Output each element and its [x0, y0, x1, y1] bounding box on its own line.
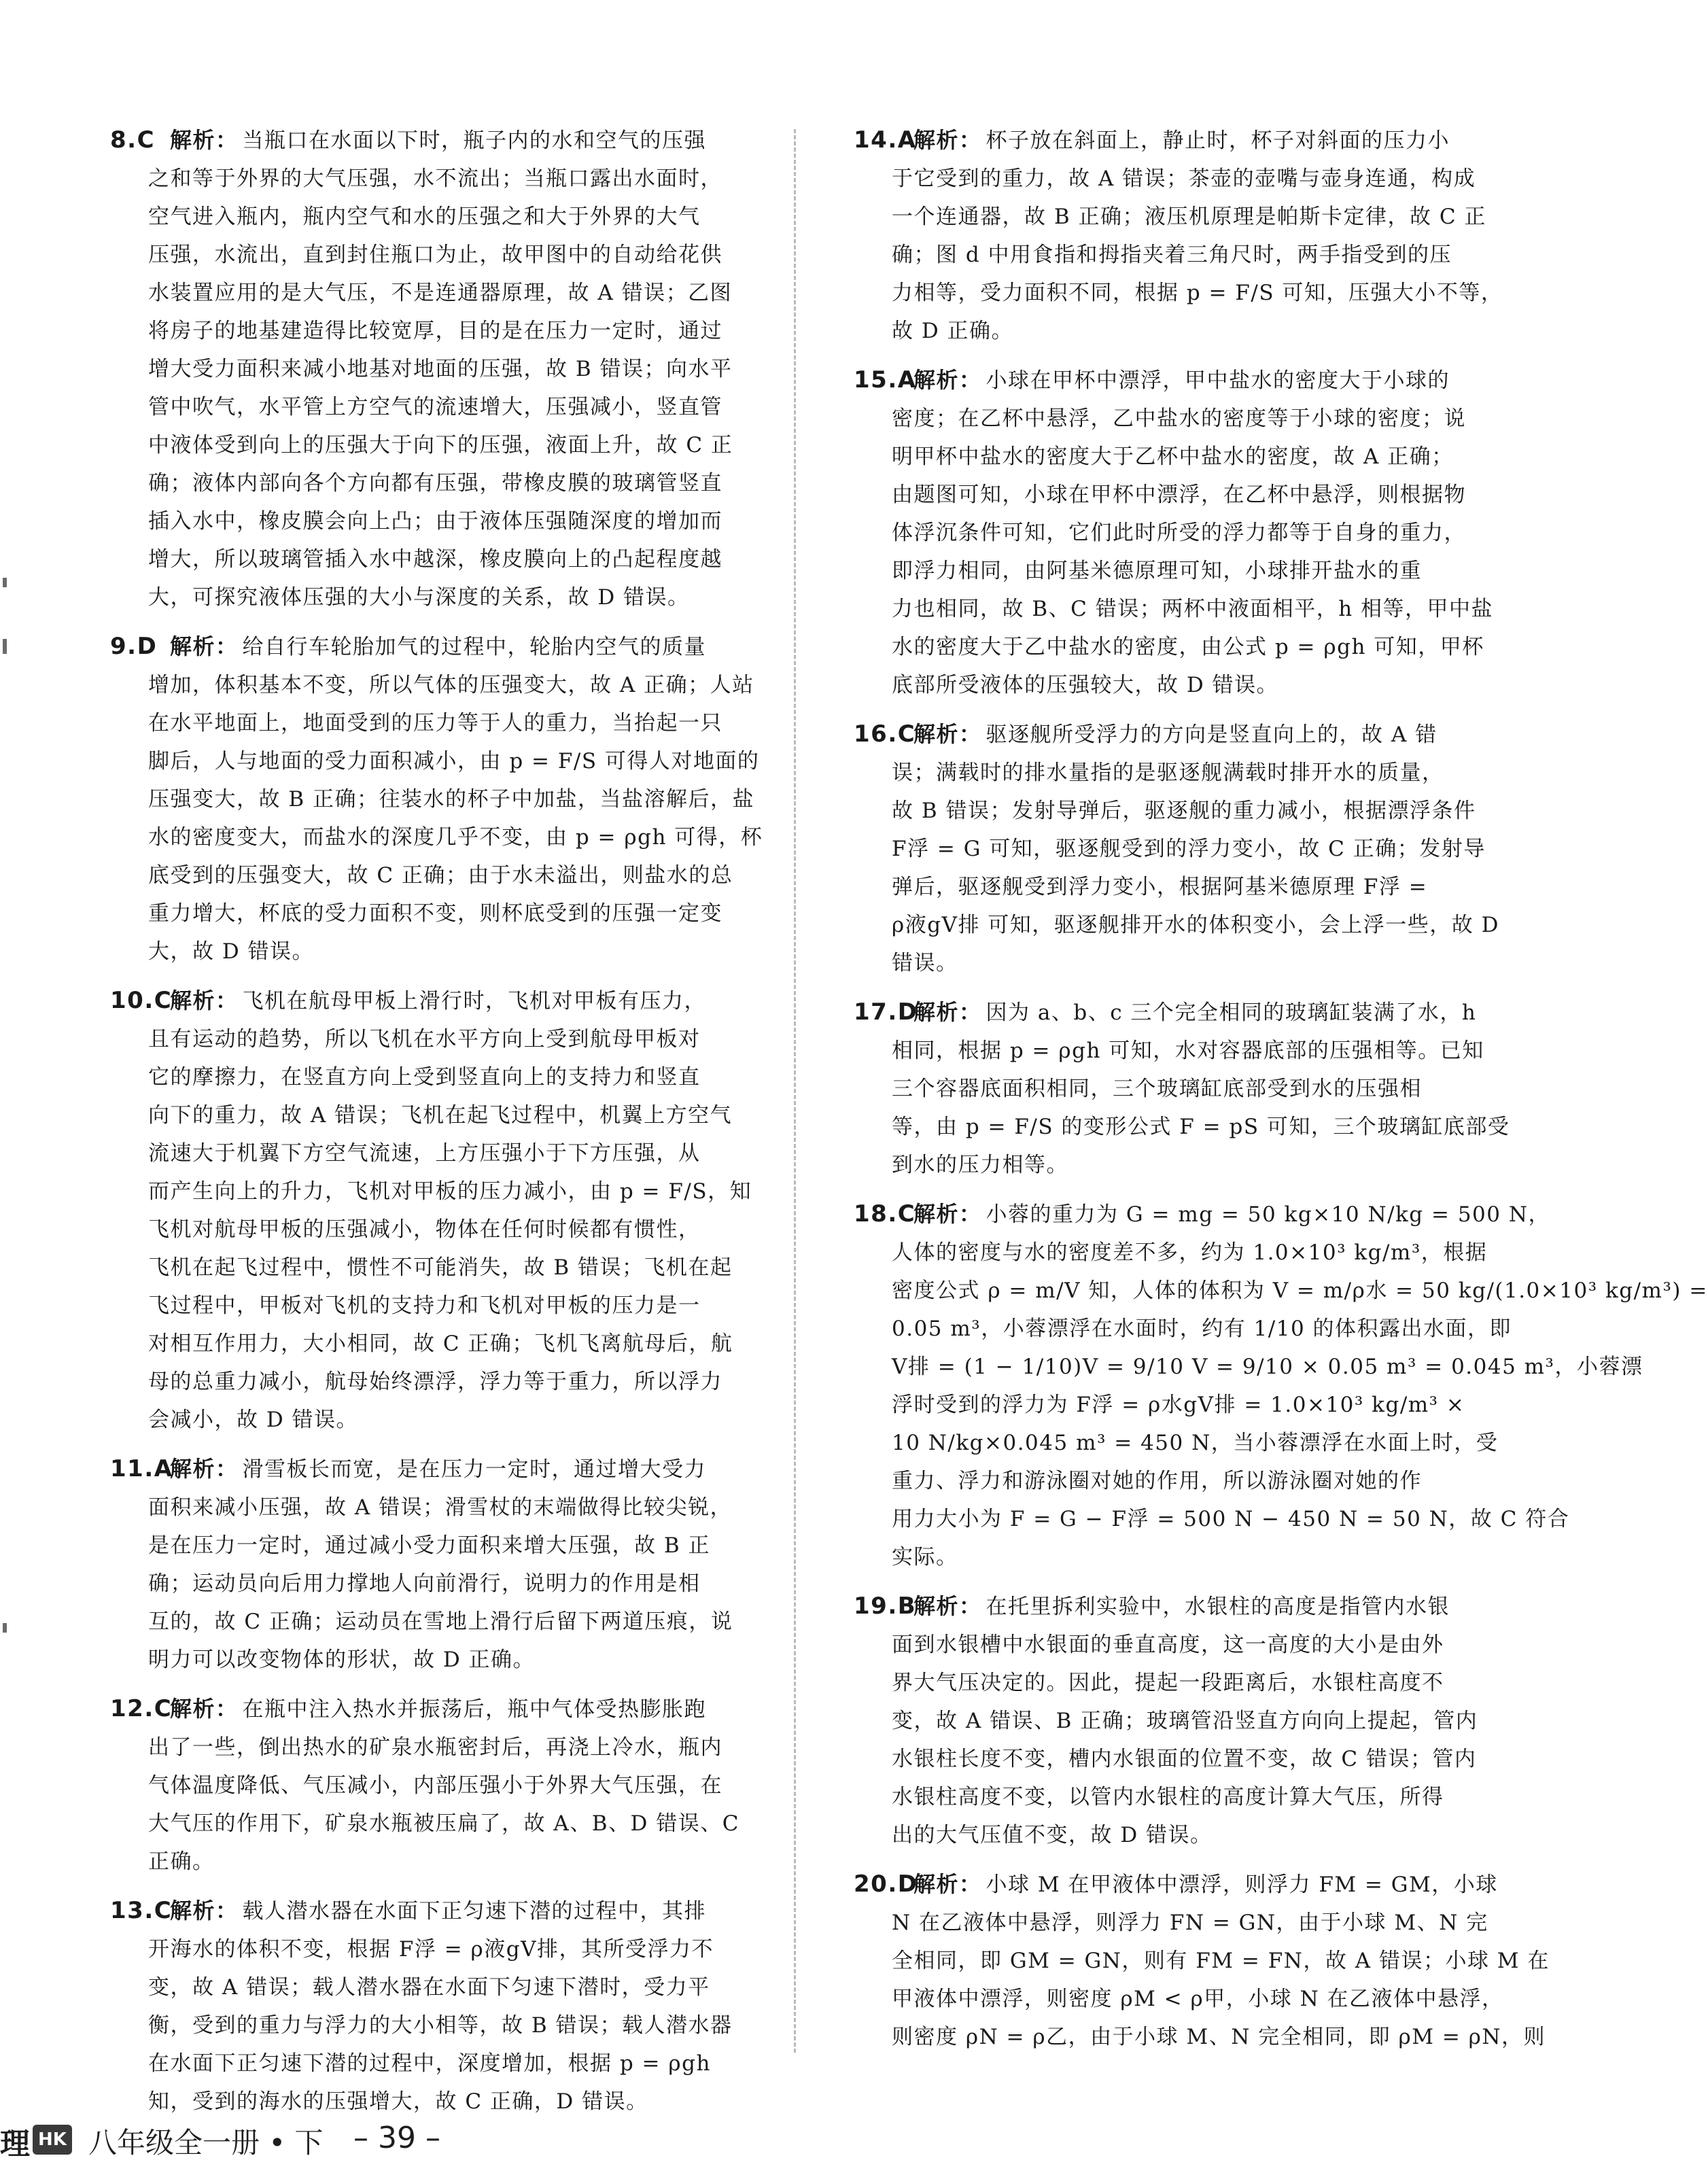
answer-text: 会减小，故 D 错误。 — [148, 1408, 359, 1432]
answer-text: 重力、浮力和游泳圈对她的作用，所以游泳圈对她的作 — [892, 1469, 1422, 1493]
answer-item — [110, 1690, 773, 1881]
answer-line — [854, 121, 1516, 160]
answer-text: F浮 = G 可知，驱逐舰受到的浮力变小，故 C 正确；发射导 — [892, 837, 1486, 861]
answer-text: 滑雪板长而宽，是在压力一定时，通过增大受力 — [242, 1457, 707, 1482]
answer-line — [854, 1626, 1516, 1664]
answer-text: 密度公式 ρ = m/V 知，人体的体积为 V = m/ρ水 = 50 kg/(1.0×10³ kg/m³) = — [892, 1278, 1708, 1303]
answer-line — [110, 1096, 773, 1134]
answer-line — [110, 464, 773, 502]
answer-text: 底部所受液体的压强较大，故 D 错误。 — [892, 673, 1279, 697]
answer-text: 驱逐舰所受浮力的方向是竖直向上的，故 A 错 — [986, 723, 1437, 747]
edition-badge: HK — [33, 2125, 72, 2155]
answer-line — [854, 1195, 1550, 1234]
question-number: 19.B — [854, 1593, 917, 1620]
answer-line — [110, 1211, 773, 1249]
answer-item — [854, 121, 1516, 350]
answer-line — [110, 1565, 773, 1603]
answer-text: 在水平地面上，地面受到的压力等于人的重力，当抬起一只 — [148, 711, 722, 735]
answer-item — [854, 1865, 1550, 2056]
answer-line — [854, 2018, 1546, 2056]
answer-line — [854, 160, 1516, 198]
answer-text: 飞机对航母甲板的压强减小，物体在任何时候都有惯性， — [148, 1217, 701, 1242]
question-number: 10.C — [110, 987, 173, 1014]
answer-line — [110, 894, 773, 933]
answer-text: 将房子的地基建造得比较宽厚，目的是在压力一定时，通过 — [148, 319, 722, 343]
answer-text: 压强，水流出，直到封住瓶口为止，故甲图中的自动给花供 — [148, 243, 722, 267]
answer-line — [854, 993, 1516, 1032]
right-column — [854, 121, 1708, 2067]
answer-text: 确；图 d 中用食指和拇指夹着三角尺时，两手指受到的压 — [892, 243, 1452, 267]
answer-text: 出的大气压值不变，故 D 错误。 — [892, 1823, 1213, 1847]
answer-text: 正确。 — [148, 1849, 215, 1874]
answer-text: 载人潜水器在水面下正匀速下潜的过程中，其排 — [242, 1899, 707, 1924]
answer-item — [110, 1450, 773, 1679]
answer-line — [110, 350, 773, 388]
answer-text: 面积来减小压强，故 A 错误；滑雪杖的末端做得比较尖锐， — [148, 1495, 733, 1520]
analysis-label: 解析： — [170, 1696, 239, 1722]
analysis-label: 解析： — [913, 127, 982, 153]
answer-text: 确；运动员向后用力撑地人向前滑行，说明力的作用是相 — [148, 1571, 701, 1596]
answer-text: 明甲杯中盐水的密度大于乙杯中盐水的密度，故 A 正确； — [892, 445, 1454, 469]
answer-line — [110, 1325, 773, 1363]
answer-text: 出了一些，倒出热水的矿泉水瓶密封后，再浇上冷水，瓶内 — [148, 1735, 722, 1760]
answer-line — [854, 628, 1516, 666]
answer-line — [110, 502, 773, 540]
answer-text: 知，受到的海水的压强增大，故 C 正确，D 错误。 — [148, 2089, 648, 2114]
answer-text: 气体温度降低、气压减小，内部压强小于外界大气压强，在 — [148, 1773, 722, 1798]
answer-line — [110, 160, 773, 198]
answer-line — [110, 312, 773, 350]
answer-line — [110, 1058, 773, 1096]
answer-text: 是在压力一定时，通过减小受力面积来增大压强，故 B 正 — [148, 1533, 710, 1558]
answer-line — [110, 1020, 773, 1058]
answer-line — [110, 1249, 773, 1287]
answer-text: 体浮沉条件可知，它们此时所受的浮力都等于自身的重力， — [892, 521, 1466, 545]
answer-line — [854, 198, 1516, 236]
answer-text: 互的，故 C 正确；运动员在雪地上滑行后留下两道压痕，说 — [148, 1610, 733, 1634]
answer-text: 当瓶口在水面以下时，瓶子内的水和空气的压强 — [242, 128, 707, 153]
answer-item — [854, 1195, 1708, 1576]
answer-text: 一个连通器，故 B 正确；液压机原理是帕斯卡定律，故 C 正 — [892, 205, 1486, 229]
scan-mark — [3, 639, 7, 654]
answer-line — [854, 1865, 1516, 1904]
answer-line — [110, 1172, 773, 1211]
answer-text: 10 N/kg×0.045 m³ = 450 N，当小蓉漂浮在水面上时，受 — [892, 1431, 1499, 1455]
answer-line — [110, 578, 773, 616]
answer-text: 飞机在起飞过程中，惯性不可能消失，故 B 错误；飞机在起 — [148, 1255, 733, 1280]
answer-line — [110, 1401, 773, 1439]
answer-line — [854, 1980, 1516, 2018]
answer-text: 错误。 — [892, 951, 958, 975]
answer-line — [110, 274, 773, 312]
answer-line — [854, 1702, 1516, 1740]
answer-line — [110, 933, 773, 971]
question-number: 12.C — [110, 1695, 173, 1722]
answer-line — [854, 1778, 1516, 1816]
answer-line — [854, 1816, 1516, 1854]
answer-text: 重力增大，杯底的受力面积不变，则杯底受到的压强一定变 — [148, 901, 722, 926]
answer-line — [854, 274, 1516, 312]
answer-text: 在水面下正匀速下潜的过程中，深度增加，根据 p = ρgh — [148, 2051, 711, 2076]
answer-line — [110, 1728, 773, 1767]
answer-text: 之和等于外界的大气压强，水不流出；当瓶口露出水面时， — [148, 167, 722, 191]
answer-line — [110, 1489, 773, 1527]
answer-text: 在瓶中注入热水并振荡后，瓶中气体受热膨胀跑 — [242, 1697, 707, 1722]
answer-line — [110, 198, 773, 236]
answer-text: 大，故 D 错误。 — [148, 939, 315, 964]
answer-text: 杯子放在斜面上，静止时，杯子对斜面的压力小 — [986, 128, 1450, 153]
answer-line — [110, 1805, 773, 1843]
scan-mark — [3, 1623, 7, 1633]
answer-line — [110, 1363, 773, 1401]
answer-text: 对相互作用力，大小相同，故 C 正确；飞机飞离航母后，航 — [148, 1332, 733, 1356]
answer-text: V排 = (1 − 1/10)V = 9/10 V = 9/10 × 0.05 m³ = 0.045 m³，小蓉漂 — [892, 1355, 1643, 1379]
answer-line — [110, 856, 773, 894]
answer-line — [110, 2083, 773, 2121]
answer-item — [110, 121, 773, 616]
answer-line — [854, 1740, 1516, 1778]
answer-line — [110, 666, 773, 704]
answer-text: 大气压的作用下，矿泉水瓶被压扁了，故 A、B、D 错误、C — [148, 1811, 739, 1836]
question-number: 8.C — [110, 126, 156, 154]
answer-line — [854, 1234, 1516, 1272]
question-number: 17.D — [854, 998, 918, 1026]
question-number: 11.A — [110, 1455, 173, 1482]
answer-text: 用力大小为 F = G − F浮 = 500 N − 450 N = 50 N，故 C 符合 — [892, 1507, 1570, 1531]
answer-text: 管中吹气，水平管上方空气的流速增大，压强减小，竖直管 — [148, 395, 722, 419]
answer-text: 衡，受到的重力与浮力的大小相等，故 B 错误；载人潜水器 — [148, 2013, 733, 2038]
answer-line — [110, 1603, 773, 1641]
answer-item — [854, 715, 1516, 982]
answer-item — [854, 993, 1516, 1184]
answer-text: 于它受到的重力，故 A 错误；茶壶的壶嘴与壶身连通，构成 — [892, 167, 1476, 191]
answer-text: 开海水的体积不变，根据 F浮 = ρ液gV排，其所受浮力不 — [148, 1937, 714, 1962]
page-number: – 39 – — [353, 2121, 440, 2155]
analysis-label: 解析： — [170, 633, 239, 659]
question-number: 18.C — [854, 1200, 916, 1228]
answer-line — [854, 1904, 1516, 1942]
answer-text: 水的密度变大，而盐水的深度几乎不变，由 p = ρgh 可得，杯 — [148, 825, 763, 850]
answer-text: 变，故 A 错误、B 正确；玻璃管沿竖直方向向上提起，管内 — [892, 1709, 1478, 1733]
question-number: 13.C — [110, 1897, 173, 1924]
analysis-label: 解析： — [913, 999, 982, 1025]
answer-text: 浮时受到的浮力为 F浮 = ρ水gV排 = 1.0×10³ kg/m³ × — [892, 1393, 1465, 1417]
subject-label: 理 — [0, 2127, 30, 2161]
answer-line — [854, 1310, 1516, 1348]
answer-line — [110, 1767, 773, 1805]
answer-text: 流速大于机翼下方空气流速，上方压强小于下方压强，从 — [148, 1141, 701, 1166]
answer-line — [854, 400, 1516, 438]
answer-line — [110, 426, 773, 464]
answer-text: ρ液gV排 可知，驱逐舰排开水的体积变小，会上浮一些，故 D — [892, 913, 1500, 937]
answer-line — [110, 742, 773, 780]
answer-item — [854, 1587, 1516, 1854]
answer-text: 弹后，驱逐舰受到浮力变小，根据阿基米德原理 F浮 = — [892, 875, 1428, 899]
answer-text: 密度；在乙杯中悬浮，乙中盐水的密度等于小球的密度；说 — [892, 406, 1466, 431]
analysis-label: 解析： — [913, 1201, 982, 1227]
answer-text: 人体的密度与水的密度差不多，约为 1.0×10³ kg/m³，根据 — [892, 1240, 1488, 1265]
analysis-label: 解析： — [913, 1871, 982, 1897]
answer-line — [854, 1070, 1516, 1108]
answer-text: 而产生向上的升力，飞机对甲板的压力减小，由 p = F/S，知 — [148, 1179, 752, 1204]
analysis-label: 解析： — [913, 721, 982, 747]
scan-mark — [3, 578, 7, 587]
answer-text: 大，可探究液体压强的大小与深度的关系，故 D 错误。 — [148, 585, 690, 610]
answer-text: 飞机在航母甲板上滑行时，飞机对甲板有压力， — [242, 989, 707, 1013]
answer-line — [854, 1500, 1570, 1538]
analysis-label: 解析： — [913, 367, 982, 393]
answer-line — [110, 1892, 773, 1930]
answer-line — [110, 704, 773, 742]
answer-line — [110, 1690, 773, 1728]
question-number: 14.A — [854, 126, 917, 154]
answer-line — [854, 1664, 1516, 1702]
answer-line — [854, 312, 1516, 350]
analysis-label: 解析： — [170, 1898, 239, 1924]
answer-line — [854, 236, 1516, 274]
answer-text: 增大，所以玻璃管插入水中越深，橡皮膜向上的凸起程度越 — [148, 547, 722, 572]
grade-label: 八年级全一册 • 下 — [88, 2126, 324, 2159]
answer-text: 底受到的压强变大，故 C 正确；由于水未溢出，则盐水的总 — [148, 863, 733, 888]
answer-line — [854, 754, 1516, 792]
answer-text: 甲液体中漂浮，则密度 ρM < ρ甲，小球 N 在乙液体中悬浮， — [892, 1987, 1504, 2011]
answer-text: 等，由 p = F/S 的变形公式 F = pS 可知，三个玻璃缸底部受 — [892, 1115, 1510, 1139]
page-footer — [0, 2119, 612, 2160]
answer-text: 面到水银槽中水银面的垂直高度，这一高度的大小是由外 — [892, 1633, 1444, 1657]
answer-text: 明力可以改变物体的形状，故 D 正确。 — [148, 1648, 536, 1672]
answer-text: 故 B 错误；发射导弹后，驱逐舰的重力减小，根据漂浮条件 — [892, 799, 1476, 823]
answer-line — [854, 715, 1516, 754]
answer-line — [854, 666, 1516, 704]
answer-text: N 在乙液体中悬浮，则浮力 FN = GN，由于小球 M、N 完 — [892, 1911, 1488, 1935]
answer-text: 误；满载时的排水量指的是驱逐舰满载时排开水的质量， — [892, 761, 1444, 785]
answer-line — [110, 236, 773, 274]
answer-text: 给自行车轮胎加气的过程中，轮胎内空气的质量 — [242, 635, 707, 659]
answer-line — [110, 981, 773, 1020]
answer-item — [854, 361, 1516, 704]
column-divider — [794, 129, 796, 2053]
answer-text: 三个容器底面积相同，三个玻璃缸底部受到水的压强相 — [892, 1077, 1422, 1101]
answer-text: 故 D 正确。 — [892, 319, 1014, 343]
answer-text: 水装置应用的是大气压，不是连通器原理，故 A 错误；乙图 — [148, 281, 733, 305]
answer-line — [110, 1134, 773, 1172]
answer-line — [110, 1287, 773, 1325]
answer-line — [854, 476, 1516, 514]
answer-item — [110, 1892, 773, 2121]
answer-line — [110, 2044, 773, 2083]
question-number: 9.D — [110, 633, 158, 660]
answer-line — [854, 438, 1516, 476]
question-number: 20.D — [854, 1870, 918, 1898]
answer-text: 飞过程中，甲板对飞机的支持力和飞机对甲板的压力是一 — [148, 1293, 701, 1318]
answer-text: 中液体受到向上的压强大于向下的压强，液面上升，故 C 正 — [148, 433, 733, 457]
answer-line — [110, 1930, 773, 1968]
answer-text: 且有运动的趋势，所以飞机在水平方向上受到航母甲板对 — [148, 1027, 701, 1051]
answer-text: 全相同，即 GM = GN，则有 FM = FN，故 A 错误；小球 M 在 — [892, 1949, 1550, 1973]
answer-line — [110, 818, 773, 856]
answer-text: 则密度 ρN = ρ乙，由于小球 M、N 完全相同，即 ρM = ρN，则 — [892, 2025, 1546, 2049]
answer-text: 小球在甲杯中漂浮，甲中盐水的密度大于小球的 — [986, 368, 1450, 393]
answer-line — [110, 121, 773, 160]
answer-text: 0.05 m³，小蓉漂浮在水面时，约有 1/10 的体积露出水面，即 — [892, 1317, 1512, 1341]
answer-line — [854, 1587, 1516, 1626]
answer-text: 空气进入瓶内，瓶内空气和水的压强之和大于外界的大气 — [148, 205, 701, 229]
answer-text: 小球 M 在甲液体中漂浮，则浮力 FM = GM，小球 — [986, 1873, 1498, 1897]
answer-text: 到水的压力相等。 — [892, 1153, 1068, 1177]
analysis-label: 解析： — [170, 1456, 239, 1482]
answer-text: 因为 a、b、c 三个完全相同的玻璃缸装满了水，h — [986, 1000, 1477, 1025]
answer-line — [854, 514, 1516, 552]
answer-text: 界大气压决定的。因此，提起一段距离后，水银柱高度不 — [892, 1671, 1444, 1695]
answer-text: 母的总重力减小，航母始终漂浮，浮力等于重力，所以浮力 — [148, 1370, 722, 1394]
answer-line — [854, 830, 1516, 868]
answer-text: 在托里拆利实验中，水银柱的高度是指管内水银 — [986, 1595, 1450, 1619]
answer-text: 相同，根据 p = ρgh 可知，水对容器底部的压强相等。已知 — [892, 1039, 1484, 1063]
answer-line — [854, 1538, 1516, 1576]
answer-line — [110, 2006, 773, 2044]
answer-line — [854, 1424, 1516, 1462]
left-column — [110, 121, 773, 2132]
answer-text: 脚后，人与地面的受力面积减小，由 p = F/S 可得人对地面的 — [148, 749, 760, 773]
answer-line — [854, 1462, 1516, 1500]
answer-line — [854, 361, 1516, 400]
answer-text: 变，故 A 错误；载人潜水器在水面下匀速下潜时，受力平 — [148, 1975, 710, 2000]
answer-text: 即浮力相同，由阿基米德原理可知，小球排开盐水的重 — [892, 559, 1422, 583]
answer-item — [110, 627, 773, 971]
answer-text: 小蓉的重力为 G = mg = 50 kg×10 N/kg = 500 N， — [986, 1202, 1550, 1227]
answer-text: 它的摩擦力，在竖直方向上受到竖直向上的支持力和竖直 — [148, 1065, 701, 1090]
answer-text: 插入水中，橡皮膜会向上凸；由于液体压强随深度的增加而 — [148, 509, 722, 534]
answer-line — [854, 868, 1516, 906]
analysis-label: 解析： — [170, 127, 239, 153]
answer-text: 确；液体内部向各个方向都有压强，带橡皮膜的玻璃管竖直 — [148, 471, 722, 495]
answer-line — [110, 627, 773, 666]
answer-line — [854, 944, 1516, 982]
answer-line — [854, 1272, 1708, 1310]
answer-line — [854, 1942, 1550, 1980]
answer-text: 实际。 — [892, 1545, 958, 1569]
answer-line — [854, 1386, 1516, 1424]
answer-line — [854, 906, 1516, 944]
answer-line — [110, 388, 773, 426]
answer-item — [110, 981, 773, 1439]
answer-text: 增大受力面积来减小地基对地面的压强，故 B 错误；向水平 — [148, 357, 733, 381]
answer-line — [110, 1641, 773, 1679]
answer-line — [854, 1032, 1516, 1070]
answer-text: 力相等，受力面积不同，根据 p = F/S 可知，压强大小不等， — [892, 281, 1503, 305]
answer-line — [854, 590, 1516, 628]
analysis-label: 解析： — [170, 988, 239, 1013]
answer-line — [110, 1843, 773, 1881]
answer-line — [110, 780, 773, 818]
answer-text: 增加，体积基本不变，所以气体的压强变大，故 A 正确；人站 — [148, 673, 754, 697]
answer-text: 由题图可知，小球在甲杯中漂浮，在乙杯中悬浮，则根据物 — [892, 483, 1466, 507]
answer-line — [854, 1108, 1516, 1146]
answer-text: 水银柱高度不变，以管内水银柱的高度计算大气压，所得 — [892, 1785, 1444, 1809]
answer-line — [110, 1527, 773, 1565]
answer-text: 水银柱长度不变，槽内水银面的位置不变，故 C 错误；管内 — [892, 1747, 1477, 1771]
answer-text: 力也相同，故 B、C 错误；两杯中液面相平，h 相等，甲中盐 — [892, 597, 1494, 621]
question-number: 15.A — [854, 366, 917, 394]
answer-text: 向下的重力，故 A 错误；飞机在起飞过程中，机翼上方空气 — [148, 1103, 733, 1128]
analysis-label: 解析： — [913, 1593, 982, 1619]
answer-line — [854, 552, 1516, 590]
answer-line — [110, 1450, 773, 1489]
answer-line — [854, 1146, 1516, 1184]
answer-line — [110, 540, 773, 578]
answer-line — [854, 792, 1516, 830]
answer-line — [110, 1968, 773, 2006]
answer-line — [854, 1348, 1643, 1386]
question-number: 16.C — [854, 720, 916, 748]
answer-text: 压强变大，故 B 正确；往装水的杯子中加盐，当盐溶解后，盐 — [148, 787, 754, 812]
answer-text: 水的密度大于乙中盐水的密度，由公式 p = ρgh 可知，甲杯 — [892, 635, 1484, 659]
